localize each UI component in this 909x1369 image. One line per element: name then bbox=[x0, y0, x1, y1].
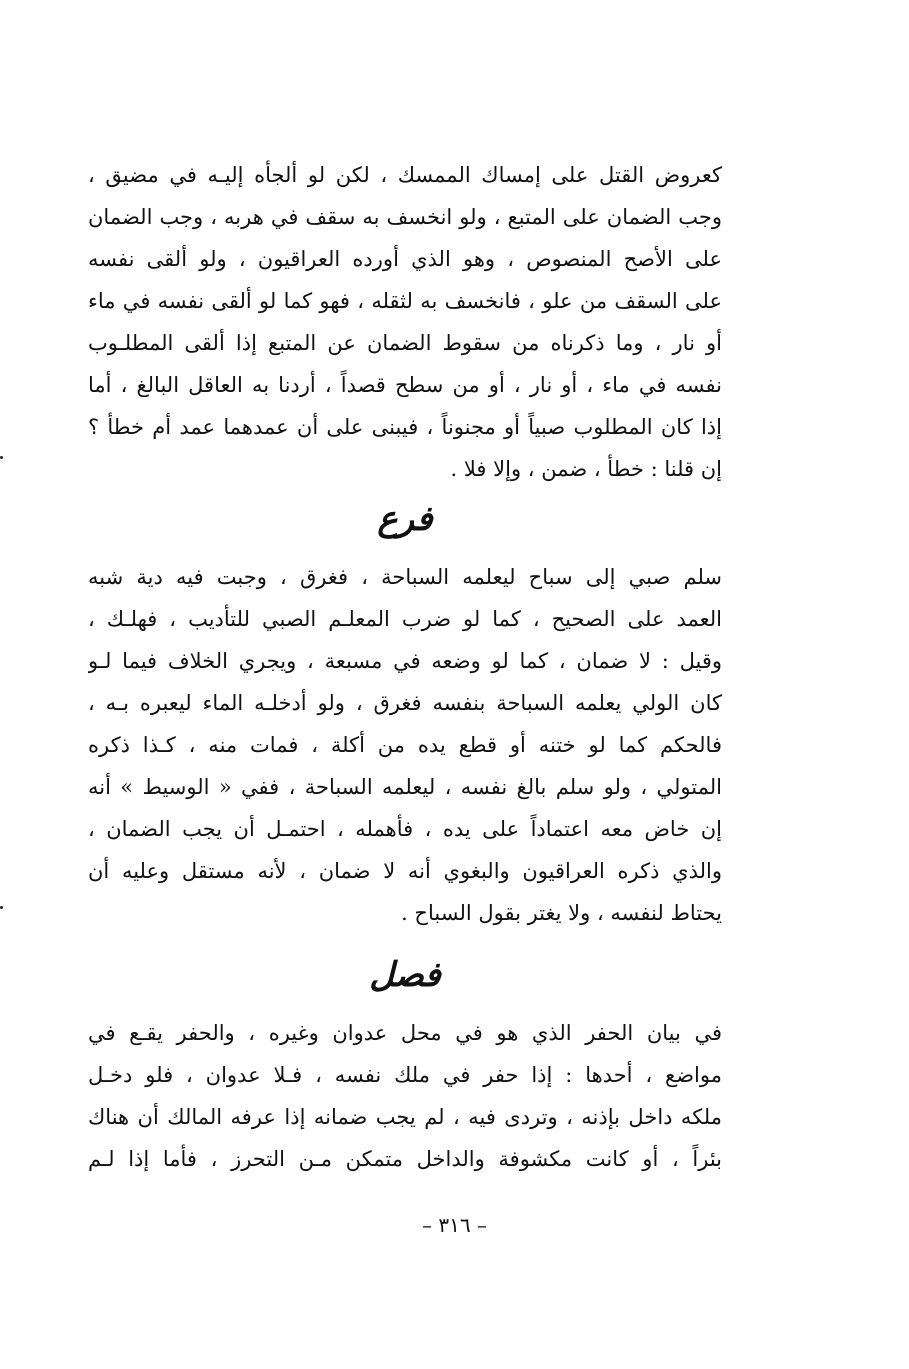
text-line: أو نار ، وما ذكرناه من سقوط الضمان عن المتبع إذا ألقى المطلـوب bbox=[88, 331, 722, 355]
text-line: كان الولي يعلمه السباحة بنفسه فغرق ، ولو أدخلـه الماء ليعبره بـه ، bbox=[88, 691, 722, 715]
text-line: ملكه داخل بإذنه ، وتردى فيه ، لم يجب ضمانه إذا عرفه المالك أن هناك bbox=[88, 1105, 722, 1129]
text-line: إن قلنا : خطأ ، ضمن ، وإلا فلا . bbox=[450, 457, 722, 481]
scan-mark bbox=[0, 456, 3, 459]
text-line: في بيان الحفر الذي هو في محل عدوان وغيره ، والحفر يقـع في bbox=[88, 1021, 722, 1045]
text-line: وجب الضمان على المتبع ، ولو انخسف به سقف في هربه ، وجب الضمان bbox=[88, 205, 722, 229]
text-line: فالحكم كما لو ختنه أو قطع يده من أكلة ، فمات منه ، كـذا ذكره bbox=[88, 733, 722, 757]
text-line: إذا كان المطلوب صبياً أو مجنوناً ، فيبنى على أن عمدهما عمد أم خطأ ؟ bbox=[88, 415, 722, 439]
text-line: المتولي ، ولو سلم بالغ نفسه ، ليعلمه السباحة ، ففي « الوسيط » أنه bbox=[88, 775, 722, 799]
text-line: مواضع ، أحدها : إذا حفر في ملك نفسه ، فـلا عدوان ، فلو دخـل bbox=[88, 1063, 722, 1087]
section-heading-fasl: فصل bbox=[369, 955, 441, 995]
text-line: والذي ذكره العراقيون والبغوي أنه لا ضمان ، لأنه مستقل وعليه أن bbox=[88, 859, 722, 883]
text-line: نفسه في ماء ، أو نار ، أو من سطح قصداً ، أردنا به العاقل البالغ ، أما bbox=[88, 373, 722, 397]
text-line: وقيل : لا ضمان ، كما لو وضعه في مسبعة ، ويجري الخلاف فيما لـو bbox=[88, 649, 722, 673]
text-line: سلم صبي إلى سباح ليعلمه السباحة ، فغرق ، وجبت فيه دية شبه bbox=[88, 565, 722, 589]
section-heading-far: فرع bbox=[377, 499, 433, 539]
text-line: يحتاط لنفسه ، ولا يغتر بقول السباح . bbox=[401, 901, 722, 925]
scan-mark bbox=[0, 906, 3, 909]
text-line: كعروض القتل على إمساك الممسك ، لكن لو ألجأه إليـه في مضيق ، bbox=[88, 163, 722, 187]
page-number: – ٣١٦ – bbox=[422, 1213, 487, 1237]
text-line: إن خاض معه اعتماداً على يده ، فأهمله ، احتمـل أن يجب الضمان ، bbox=[88, 817, 722, 841]
text-line: على السقف من علو ، فانخسف به لثقله ، فهو كما لو ألقى نفسه في ماء bbox=[88, 289, 722, 313]
paragraph-1 bbox=[88, 154, 722, 490]
text-line: بئراً ، أو كانت مكشوفة والداخل متمكن مـن التحرز ، فأما إذا لـم bbox=[88, 1147, 722, 1171]
paragraph-2 bbox=[88, 556, 722, 934]
text-line: على الأصح المنصوص ، وهو الذي أورده العراقيون ، ولو ألقى نفسه bbox=[88, 247, 722, 271]
paragraph-3 bbox=[88, 1012, 722, 1180]
text-line: العمد على الصحيح ، كما لو ضرب المعلـم الصبي للتأديب ، فهلـك ، bbox=[88, 607, 722, 631]
